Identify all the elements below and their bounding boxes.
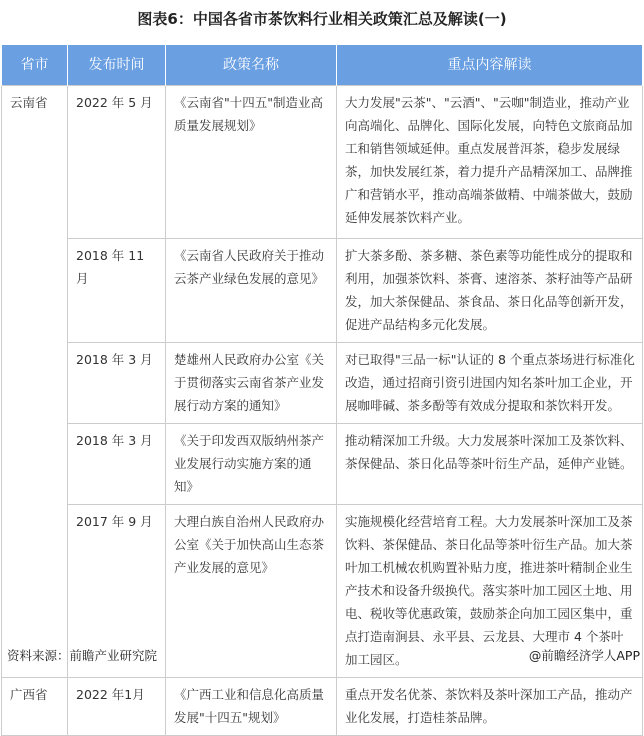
date-cell: 2018 年 11 月 xyxy=(68,239,166,343)
policy-cell: 《广西工业和信息化高质量发展"十四五"规划》 xyxy=(166,678,337,736)
province-cell: 广西省 xyxy=(2,678,68,736)
policy-cell: 《云南省人民政府关于推动云茶产业绿色发展的意见》 xyxy=(166,239,337,343)
content-cell: 重点开发名优茶、茶饮料及茶叶深加工产品，推动产业化发展，打造桂茶品牌。 xyxy=(337,678,643,736)
header-content: 重点内容解读 xyxy=(337,45,643,86)
header-policy: 政策名称 xyxy=(166,45,337,86)
province-cell: 云南省 xyxy=(2,86,68,678)
content-cell: 推动精深加工升级。大力发展茶叶深加工及茶饮料、茶保健品、茶日化品等茶叶衍生产品，延伸产业链。 xyxy=(337,424,643,505)
table-row xyxy=(2,86,643,239)
date-cell: 2017 年 9 月 xyxy=(68,505,166,678)
date-cell: 2018 年 3 月 xyxy=(68,424,166,505)
date-cell: 2018 年 3 月 xyxy=(68,343,166,424)
header-row xyxy=(2,45,643,86)
policy-cell: 《关于印发西双版纳州茶产业发展行动实施方案的通知》 xyxy=(166,424,337,505)
source-note: 资料来源：前瞻产业研究院 xyxy=(7,648,158,663)
table-row xyxy=(2,239,643,343)
table-title: 图表6：中国各省市茶饮料行业相关政策汇总及解读(一) xyxy=(137,10,507,28)
header-province: 省市 xyxy=(2,45,68,86)
credit: @前瞻经济学人APP xyxy=(528,648,640,663)
policy-cell: 楚雄州人民政府办公室《关于贯彻落实云南省茶产业发展行动方案的通知》 xyxy=(166,343,337,424)
policy-table xyxy=(1,44,643,736)
table-row xyxy=(2,424,643,505)
header-date: 发布时间 xyxy=(68,45,166,86)
content-cell: 实施规模化经营培育工程。大力发展茶叶深加工及茶饮料、茶保健品、茶日化品等茶叶衍生产品。加大茶叶加工机械农机购置补贴力度，推进茶叶精制企业生产技术和设备升级换代。落实茶叶加工园区土地、用电、税收等优惠政策，鼓励茶企向加工园区集中，重点打造南涧县、永平县、云龙县、大理市 4 个茶叶加工园区。 xyxy=(337,505,643,678)
date-cell: 2022 年 5 月 xyxy=(68,86,166,239)
content-cell: 大力发展"云茶"、"云酒"、"云咖"制造业，推动产业向高端化、品牌化、国际化发展，向特色文旅商品加工和销售领域延伸。重点发展普洱茶，稳步发展绿茶，加快发展红茶，着力提升产品精深加工、品牌推广和营销水平，推动高端茶做精、中端茶做大，鼓励延伸发展茶饮料产业。 xyxy=(337,86,643,239)
content-cell: 扩大茶多酚、茶多糖、茶色素等功能性成分的提取和利用，加强茶饮料、茶膏、速溶茶、茶籽油等产品研发，加大茶保健品、茶食品、茶日化品等创新开发，促进产品结构多元化发展。 xyxy=(337,239,643,343)
policy-cell: 大理白族自治州人民政府办公室《关于加快高山生态茶产业发展的意见》 xyxy=(166,505,337,678)
date-cell: 2022 年1月 xyxy=(68,678,166,736)
content-cell: 对已取得"三品一标"认证的 8 个重点茶场进行标准化改造，通过招商引资引进国内知名茶叶加工企业，开展咖啡碱、茶多酚等有效成分提取和茶饮料开发。 xyxy=(337,343,643,424)
table-row xyxy=(2,678,643,736)
table-row xyxy=(2,343,643,424)
policy-cell: 《云南省"十四五"制造业高质量发展规划》 xyxy=(166,86,337,239)
